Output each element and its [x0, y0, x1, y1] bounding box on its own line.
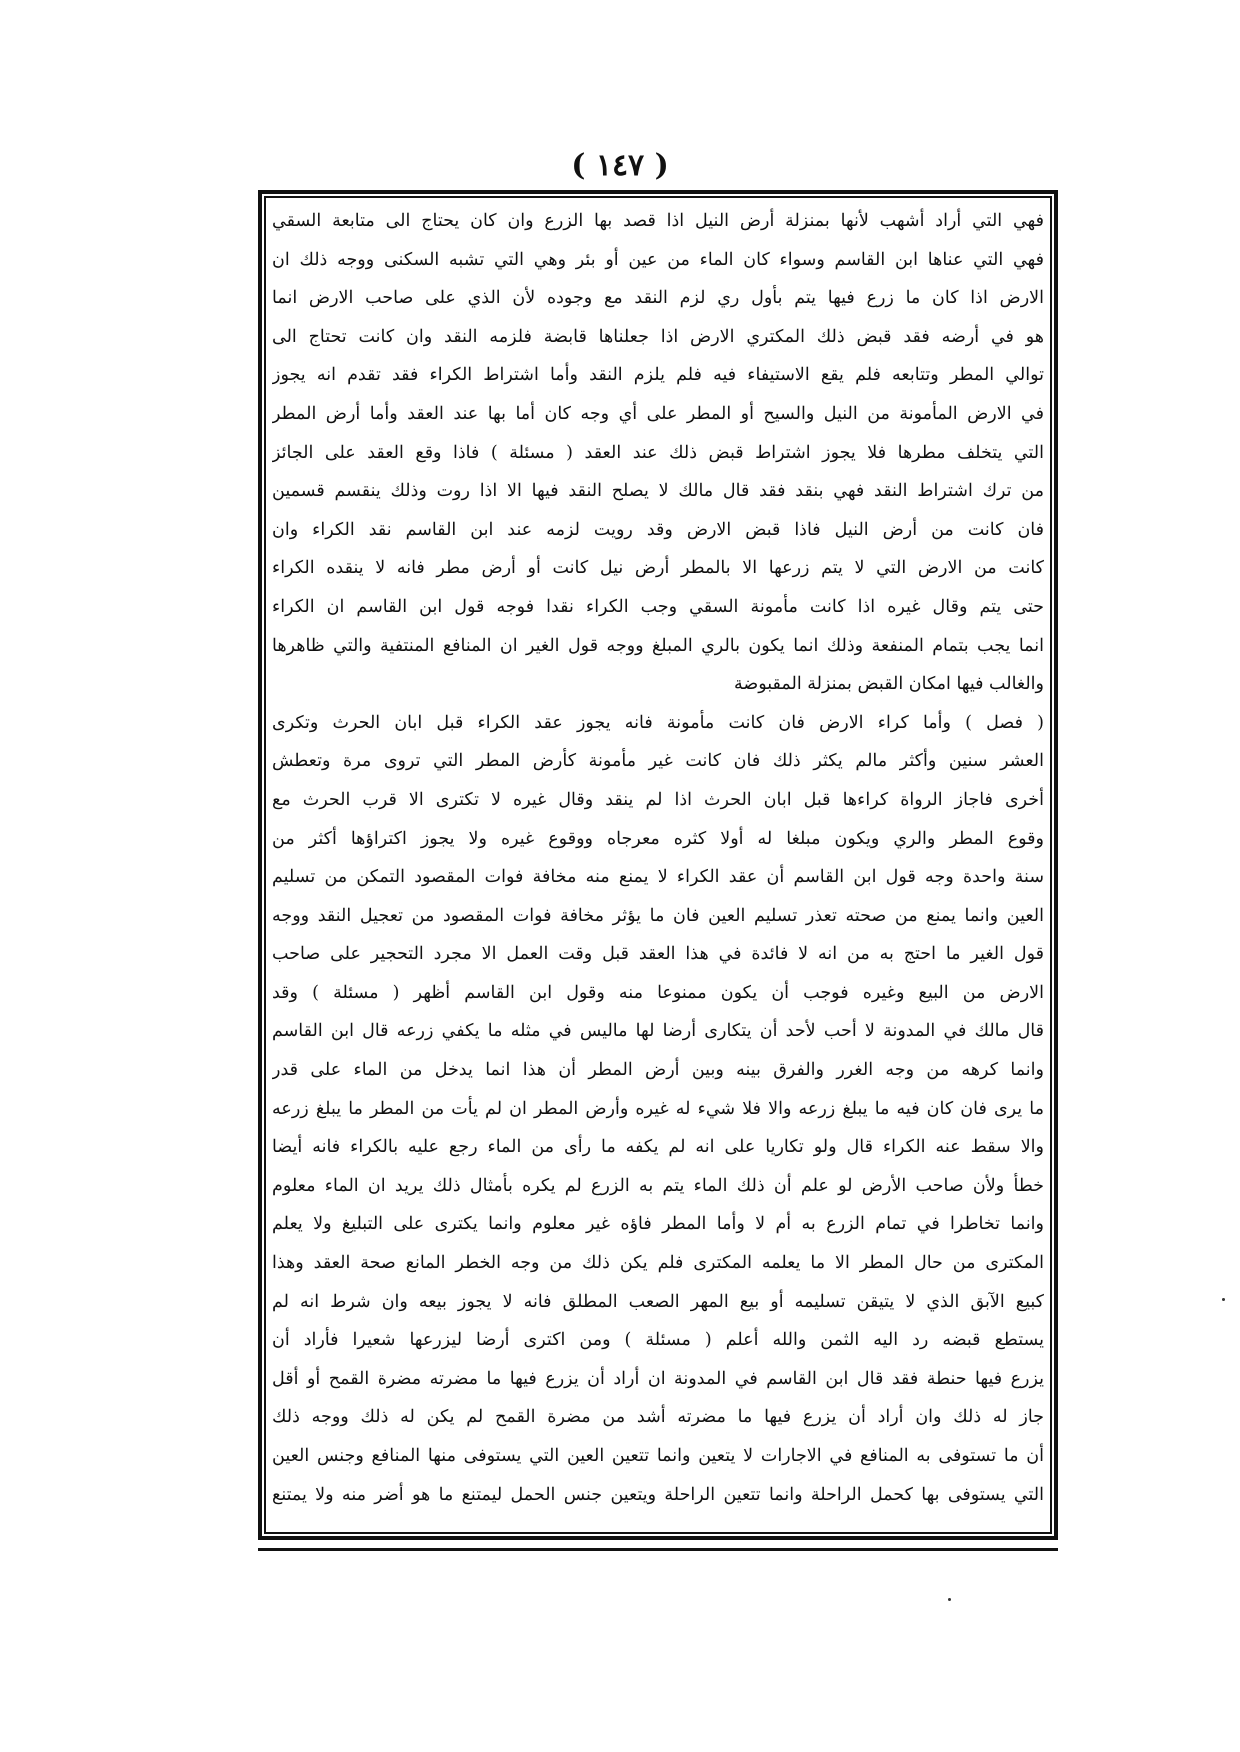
text-line: انما يجب بتمام المنفعة وذلك انما يكون بالري المبلغ ووجه قول الغير ان المنافع المنتفية والتي ظاهرها: [272, 635, 1044, 656]
text-line: العشر سنين وأكثر مالم يكثر ذلك فان كانت غير مأمونة كأرض المطر التي تروى مرة وتعطش: [272, 751, 1044, 772]
text-line: وقوع المطر والري ويكون مبلغا له أولا كثره معرجاه ووقوع غيره ولا يجوز اكتراؤها أكثر من: [272, 828, 1044, 849]
text-line: كانت من الارض التي لا يتم زرعها الا بالمطر أرض نيل كانت أو أرض مطر فانه لا ينقده الكراء: [272, 558, 1044, 579]
text-line: فهي التي أراد أشهب لأنها بمنزلة أرض النيل اذا قصد بها الزرع وان كان يحتاج الى متابعة السقي: [272, 211, 1044, 231]
page-number: ( ١٤٧ ): [571, 148, 669, 183]
text-line: قال مالك في المدونة لا أحب لأحد أن يتكارى أرضا لها ماليس في مثله ما يكفي زرعه قال ابن القاسم: [272, 1021, 1044, 1042]
text-line: توالي المطر وتتابعه فلم يقع الاستيفاء فيه فلم يلزم النقد وأما اشتراط الكراء فقد تقدم انه يجوز: [272, 365, 1044, 386]
text-line: خطأ ولأن صاحب الأرض لو علم أن ذلك الماء يتم به الزرع لم يكره بأمثال ذلك يريد ان الماء معلوم: [272, 1175, 1044, 1196]
text-line: من ترك اشتراط النقد فهي بنقد فقد قال مالك لا يصلح النقد فيها الا اذا روت وذلك ينقسم قسمين: [272, 481, 1044, 502]
text-line: وانما كرهه من وجه الغرر والفرق بينه وبين أرض المطر أن هذا انما يدخل من الماء على قدر: [272, 1060, 1044, 1081]
text-line: التي يتخلف مطرها فلا يجوز اشتراط قبض ذلك عند العقد ( مسئلة ) فاذا وقع العقد على الجائز: [272, 442, 1044, 463]
text-line: الارض من البيع وغيره فوجب أن يكون ممنوعا منه وقول ابن القاسم أظهر ( مسئلة ) وقد: [272, 982, 1044, 1003]
text-line: والغالب فيها امكان القبض بمنزلة المقبوضة: [733, 674, 1044, 695]
text-body: [272, 202, 1044, 1528]
text-line: قول الغير ما احتج به من انه لا فائدة في هذا العقد قبل وقت العمل الا مجرد التحجير على صاحب: [272, 944, 1044, 965]
text-line: حتى يتم وقال غيره اذا كانت مأمونة السقي وجب الكراء نقدا فوجه قول ابن القاسم ان الكراء: [272, 596, 1044, 617]
text-line: كبيع الآبق الذي لا يتيقن تسليمه أو بيع المهر الصعب المطلق فانه لا يجوز بيعه وان شرط انه لم: [272, 1291, 1044, 1312]
text-frame: [258, 190, 1058, 1540]
text-line: الارض اذا كان ما زرع فيها يتم بأول ري لزم النقد مع وجوده لأن الذي على صاحب الارض انما: [272, 288, 1044, 309]
text-line: والا سقط عنه الكراء قال ولو تكاريا على انه لم يكفه ما رأى من الماء رجع عليه بالكراء فانه أيضا: [272, 1137, 1044, 1158]
text-line: هو في أرضه فقد قبض ذلك المكتري الارض اذا جعلناها قابضة فلزمه النقد وان كانت تحتاج الى: [272, 326, 1044, 347]
text-line: يستطع قبضه رد اليه الثمن والله أعلم ( مسئلة ) ومن اكترى أرضا ليزرعها شعيرا فأراد أن: [272, 1330, 1044, 1351]
text-line: أخرى فاجاز الرواة كراءها قبل ابان الحرث اذا لم ينقد وقال غيره لا تكترى الا قرب الحرث مع: [272, 789, 1044, 810]
text-line: فان كانت من أرض النيل فاذا قبض الارض وقد رويت لزمه عند ابن القاسم نقد الكراء وان: [272, 519, 1044, 540]
bottom-rule: [258, 1548, 1058, 1551]
text-line: في الارض المأمونة من النيل والسيح أو المطر على أي وجه كان أما بها عند العقد وأما أرض المطر: [272, 403, 1044, 424]
scan-speck: [1222, 1298, 1225, 1301]
text-line: فهي التي عناها ابن القاسم وسواء كان الماء من عين أو بئر وهي التي تشبه السكنى ووجه ذلك ان: [272, 249, 1044, 270]
text-line: التي يستوفى بها كحمل الراحلة وانما تتعين الراحلة ويتعين جنس الحمل ليمتنع ما هو أضر منه ولا يمتنع: [272, 1484, 1044, 1505]
scan-speck: [948, 1598, 951, 1601]
text-line: أن ما تستوفى به المنافع في الاجارات لا يتعين وانما تتعين العين التي يستوفى منها المنافع وجنس العين: [272, 1446, 1044, 1466]
text-line: جاز له ذلك وان أراد أن يزرع فيها ما مضرته أشد من مضرة القمح لم يكن له ذلك ووجه ذلك: [272, 1407, 1044, 1428]
text-line: وانما تخاطرا في تمام الزرع به أم لا وأما المطر فاؤه غير معلوم وانما يكترى على التبليغ ولا يعلم: [272, 1214, 1044, 1235]
text-line: المكترى من حال المطر الا ما يعلمه المكترى فلم يكن ذلك من وجه الخطر المانع صحة العقد وهذا: [272, 1253, 1044, 1274]
text-line: سنة واحدة وجه قول ابن القاسم أن عقد الكراء لا يمنع منه مخافة فوات المقصود التمكن من تسليم: [272, 867, 1044, 888]
text-line: يزرع فيها حنطة فقد قال ابن القاسم في المدونة ان أراد أن يزرع فيها ما مضرته مضرة القمح أو أقل: [272, 1368, 1044, 1389]
text-line: ( فصل ) وأما كراء الارض فان كانت مأمونة فانه يجوز عقد الكراء قبل ابان الحرث وتكرى: [272, 712, 1044, 733]
text-line: العين وانما يمنع من صحته تعذر تسليم العين فان ما يؤثر مخافة فوات المقصود من تعجيل النقد ووجه: [272, 905, 1044, 926]
text-line: ما يرى فان كان فيه ما يبلغ زرعه والا فلا شيء له غيره وأرض المطر ان لم يأت من المطر ما يبلغ زرعه: [272, 1098, 1044, 1119]
